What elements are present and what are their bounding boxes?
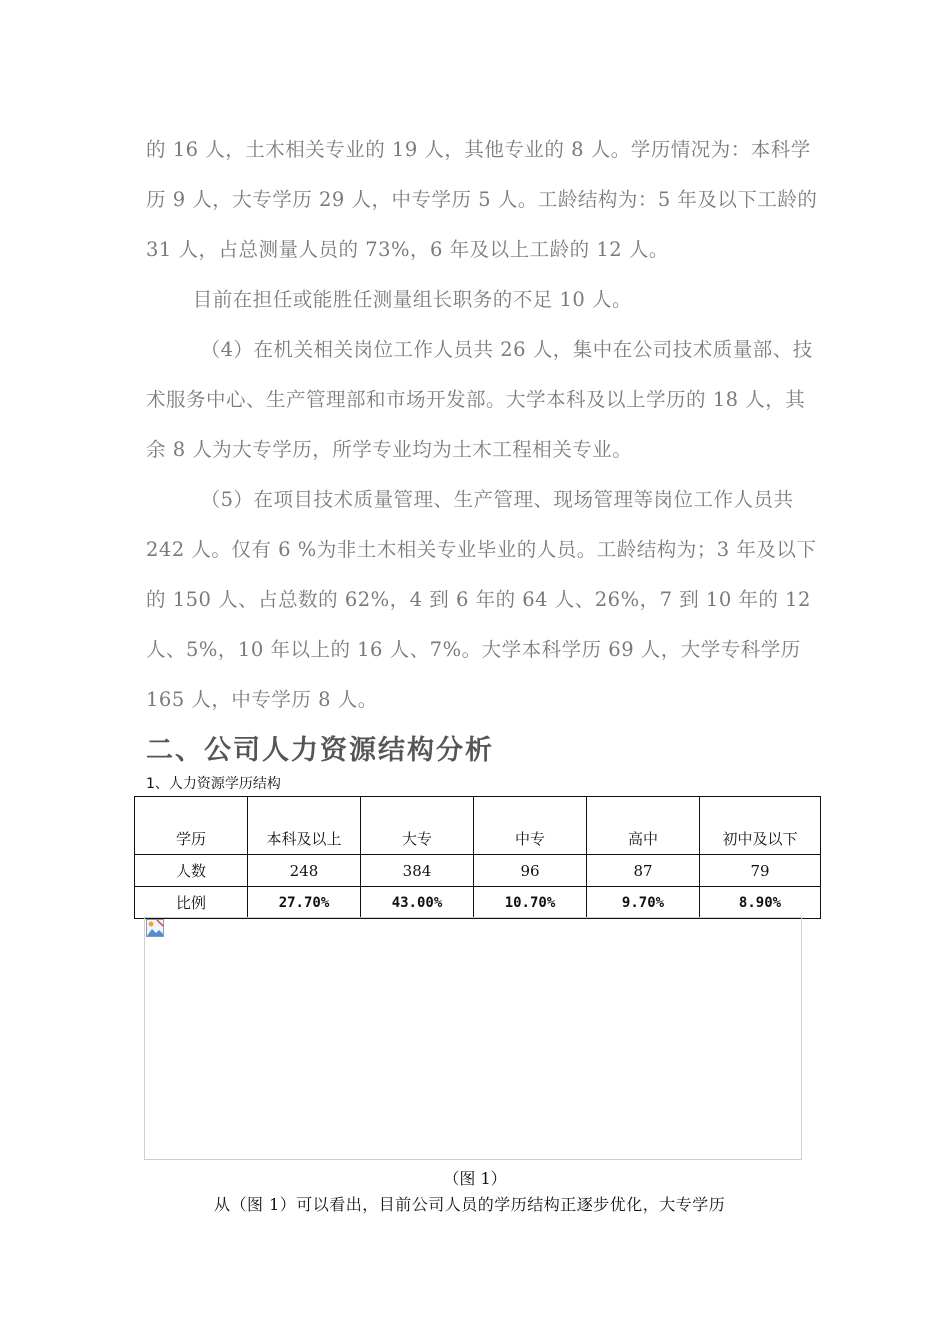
table-cell: 96 [474, 855, 587, 887]
broken-image-icon [146, 919, 164, 937]
paragraph-text: 的 16 人，土木相关专业的 19 人，其他专业的 8 人。学历情况为：本科学历 9 人，大专学历 29 人，中专学历 5 人。工龄结构为：5 年及以下工龄的 31 人，占总测量人员的 73%，6 年及以上工龄的 12 人。 [146, 138, 818, 261]
paragraph-3 [146, 325, 818, 475]
table-cell: 10.70% [474, 887, 587, 919]
table-cell: 79 [700, 855, 821, 887]
table-header-cell: 学历 [135, 797, 248, 855]
table-cell: 27.70% [248, 887, 361, 919]
figure-placeholder [144, 917, 802, 1160]
table-header-row [135, 797, 821, 855]
table-cell: 9.70% [587, 887, 700, 919]
paragraph-5: 从（图 1）可以看出，目前公司人员的学历结构正逐步优化，大专学历 [214, 1195, 726, 1214]
paragraph-text: （4）在机关相关岗位工作人员共 26 人，集中在公司技术质量部、技术服务中心、生产管理部和市场开发部。大学本科及以上学历的 18 人，其余 8 人为大专学历，所学专业均为土木工程相关专业。 [146, 338, 813, 461]
paragraph-4 [146, 475, 818, 725]
table-cell: 43.00% [361, 887, 474, 919]
figure-caption: （图 1） [443, 1169, 507, 1188]
subheading: 1、人力资源学历结构 [146, 776, 281, 792]
paragraph-1 [146, 125, 818, 275]
table-cell: 87 [587, 855, 700, 887]
table-cell: 384 [361, 855, 474, 887]
table-header-cell [248, 797, 361, 855]
table-cell: 8.90% [700, 887, 821, 919]
table-row [135, 855, 821, 887]
table-header-cell: 初中及以下 [700, 797, 821, 855]
paragraph-text: （5）在项目技术质量管理、生产管理、现场管理等岗位工作人员共 242 人。仅有 6 %为非土木相关专业毕业的人员。工龄结构为；3 年及以下的 150 人、占总数的 62%，4 到 6 年的 64 人、26%，7 到 10 年的 12 人、5%，10 年以上的 16 人、7%。大学本科学历 69 人，大学专科学历 165 人，中专学历 8 人。 [146, 488, 817, 711]
paragraph-text: 目前在担任或能胜任测量组长职务的不足 10 人。 [192, 288, 633, 311]
table-cell: 比例 [135, 887, 248, 919]
table-row [135, 887, 821, 919]
table-cell: 人数 [135, 855, 248, 887]
table-header-cell: 高中 [587, 797, 700, 855]
table-header-cell: 大专 [361, 797, 474, 855]
table-header-cell: 中专 [474, 797, 587, 855]
education-table [134, 796, 821, 919]
section-heading: 二、公司人力资源结构分析 [146, 735, 494, 766]
header-cell-text: 本科及以上 [266, 830, 342, 848]
table-cell: 248 [248, 855, 361, 887]
paragraph-2 [146, 275, 818, 325]
